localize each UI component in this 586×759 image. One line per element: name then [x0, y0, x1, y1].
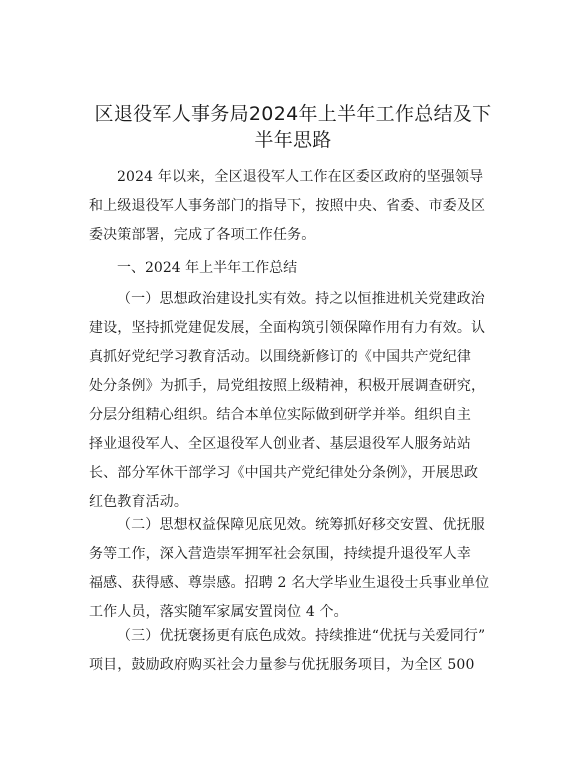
para1-line-5: 分层分组精心组织。结合本单位实际做到研学并举。组织自主	[89, 407, 472, 423]
intro-line-3: 委决策部署，完成了各项工作任务。	[89, 227, 316, 243]
para1-line-7: 长、部分军休干部学习《中国共产党纪律处分条例》，开展思政	[89, 465, 479, 481]
para2-line-2: 务等工作，深入营造崇军拥军社会氛围，持续提升退役军人幸	[89, 546, 472, 562]
paragraph-political	[89, 285, 499, 517]
para2-line-3: 福感、获得感、尊崇感。招聘 2 名大学毕业生退役士兵事业单位	[89, 575, 490, 591]
para1-line-1: （一）思想政治建设扎实有效。持之以恒推进机关党建政治	[117, 291, 485, 307]
para1-line-4: 处分条例》为抓手，局党组按照上级精神，积极开展调查研究，	[89, 378, 486, 394]
para3-line-2: 项目，鼓励政府购买社会力量参与优抚服务项目，为全区 500	[89, 657, 475, 673]
title-line-2: 半年思路	[254, 129, 332, 151]
para1-line-2: 建设，坚持抓党建促发展，全面构筑引领保障作用有力有效。认	[89, 320, 486, 336]
para3-line-1: （三）优抚褒扬更有底色成效。持续推进“优抚与关爱同行”	[117, 628, 486, 644]
section-heading: 一、2024 年上半年工作总结	[117, 260, 298, 276]
para1-line-3: 真抓好党纪学习教育活动。以围绕新修订的《中国共产党纪律	[89, 349, 472, 365]
title-line-1: 区退役军人事务局2024年上半年工作总结及下	[94, 103, 492, 125]
para1-line-6: 择业退役军人、全区退役军人创业者、基层退役军人服务站站	[89, 436, 472, 452]
intro-paragraph	[89, 163, 499, 250]
document-title	[80, 101, 506, 153]
para1-line-8: 红色教育活动。	[89, 494, 189, 510]
para2-line-1: （二）思想权益保障见底见效。统筹抓好移交安置、优抚服	[117, 517, 485, 533]
para2-line-4: 工作人员，落实随军家属安置岗位 4 个。	[89, 604, 348, 620]
intro-line-2: 和上级退役军人事务部门的指导下，按照中央、省委、市委及区	[89, 198, 486, 214]
paragraph-rights	[89, 511, 499, 627]
intro-line-1: 2024 年以来，全区退役军人工作在区委区政府的坚强领导	[117, 169, 484, 185]
paragraph-care	[89, 622, 499, 680]
